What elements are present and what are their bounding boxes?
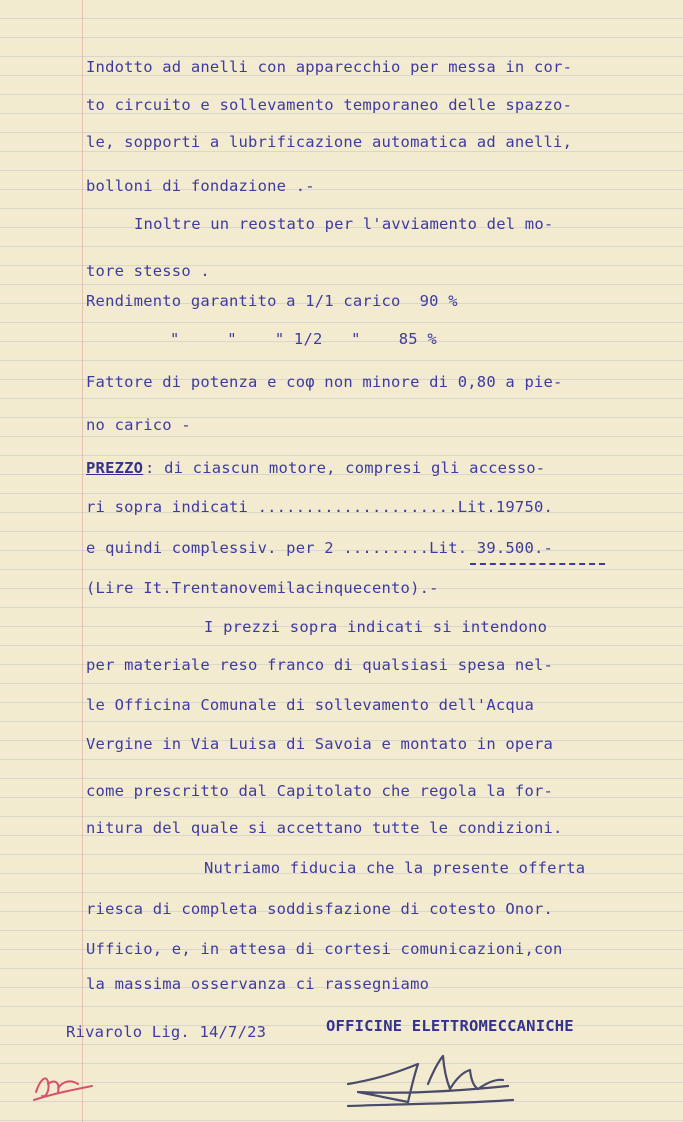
text-line: Rendimento garantito a 1/1 carico 90 % bbox=[86, 292, 458, 310]
text-line: riesca di completa soddisfazione di cotesto Onor. bbox=[86, 900, 554, 918]
text-line: to circuito e sollevamento temporaneo delle spazzo- bbox=[86, 96, 573, 114]
text-line: ri sopra indicati .....................Lit.19750. bbox=[86, 498, 554, 516]
initials-mark-icon bbox=[28, 1062, 98, 1107]
text-line: tore stesso . bbox=[86, 262, 210, 280]
text-line: come prescritto dal Capitolato che regola la for- bbox=[86, 782, 554, 800]
text-line: no carico - bbox=[86, 416, 191, 434]
text-line: Ufficio, e, in attesa di cortesi comunicazioni,con bbox=[86, 940, 563, 958]
text-line: " " " 1/2 " 85 % bbox=[170, 330, 437, 348]
text-line: Indotto ad anelli con apparecchio per messa in cor- bbox=[86, 58, 573, 76]
text-line: Fattore di potenza e coφ non minore di 0,80 a pie- bbox=[86, 373, 563, 391]
text-line: Nutriamo fiducia che la presente offerta bbox=[204, 859, 586, 877]
place-date: Rivarolo Lig. 14/7/23 bbox=[66, 1023, 267, 1041]
company-name: OFFICINE ELETTROMECCANICHE bbox=[326, 1017, 574, 1035]
text-line: bolloni di fondazione .- bbox=[86, 177, 315, 195]
text-line: : di ciascun motore, compresi gli accesso- bbox=[145, 459, 546, 477]
text-line: I prezzi sopra indicati si intendono bbox=[204, 618, 548, 636]
text-line: le Officina Comunale di sollevamento dell'Acqua bbox=[86, 696, 534, 714]
text-line: le, sopporti a lubrificazione automatica ad anelli, bbox=[86, 133, 573, 151]
price-heading: PREZZO bbox=[86, 459, 144, 477]
text-line: (Lire It.Trentanovemilacinquecento).- bbox=[86, 579, 439, 597]
margin-line bbox=[82, 0, 83, 1122]
text-line: e quindi complessiv. per 2 .........Lit. 39.500.- bbox=[86, 539, 554, 557]
text-line: Inoltre un reostato per l'avviamento del mo- bbox=[134, 215, 554, 233]
text-line: per materiale reso franco di qualsiasi spesa nel- bbox=[86, 656, 554, 674]
signature-icon bbox=[338, 1034, 528, 1114]
text-line: Vergine in Via Luisa di Savoia e montato in opera bbox=[86, 735, 554, 753]
text-line: nitura del quale si accettano tutte le condizioni. bbox=[86, 819, 563, 837]
total-underline bbox=[470, 563, 605, 565]
text-line: la massima osservanza ci rassegniamo bbox=[86, 975, 430, 993]
